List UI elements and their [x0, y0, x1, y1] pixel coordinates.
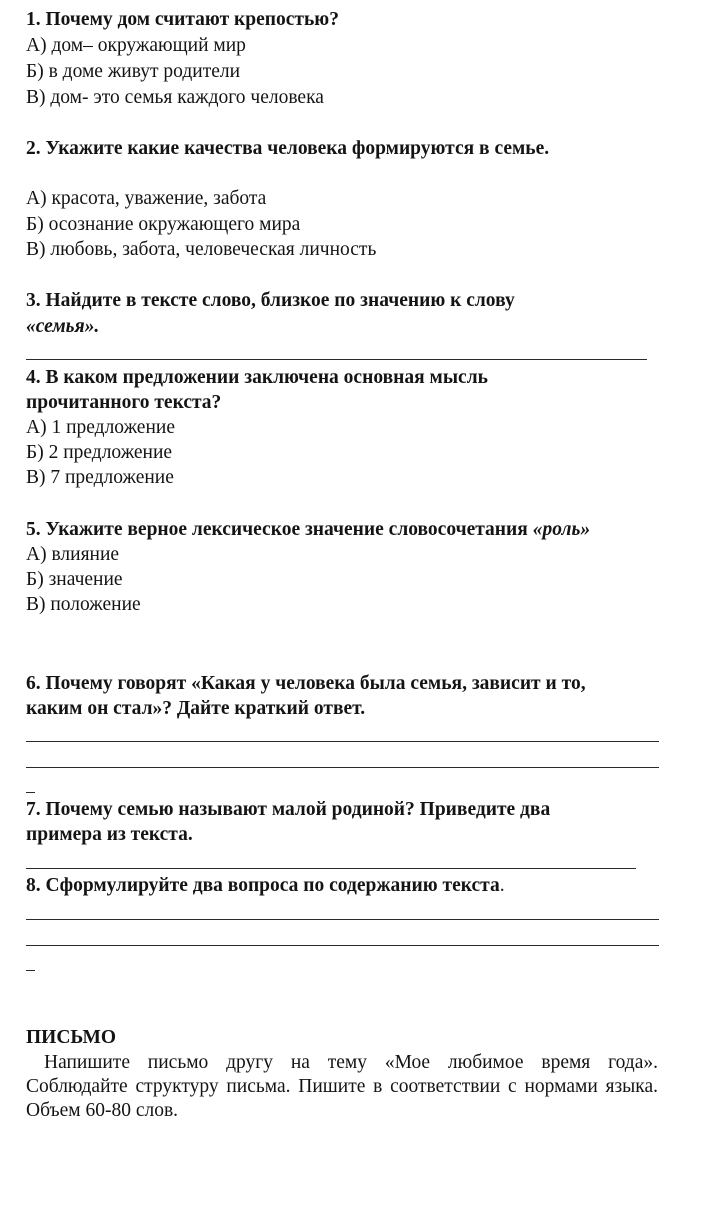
question-8-answer-line-2 — [26, 945, 659, 946]
question-8-title — [26, 874, 505, 898]
question-3-title-line2: «семья». — [26, 316, 100, 337]
question-2-option-c: В) любовь, забота, человеческая личность — [26, 239, 377, 260]
question-4-title-line2: прочитанного текста? — [26, 392, 222, 413]
question-6-answer-line-2 — [26, 767, 659, 768]
question-7-title-line2: примера из текста. — [26, 824, 193, 845]
question-8-answer-dash — [26, 970, 35, 971]
question-5-title-word: «роль» — [532, 519, 591, 540]
question-4-option-b: Б) 2 предложение — [26, 442, 173, 463]
question-3-answer-line — [26, 359, 647, 360]
question-7-title-line1: 7. Почему семью называют малой родиной? Приведите два — [26, 799, 551, 820]
question-3-title-line1: 3. Найдите в тексте слово, близкое по значению к слову — [26, 290, 515, 311]
question-8-title-end: . — [499, 875, 505, 896]
question-2-option-b: Б) осознание окружающего мира — [26, 214, 301, 235]
question-5-title-text: 5. Укажите верное лексическое значение словосочетания — [26, 519, 533, 540]
question-4-title-line1: 4. В каком предложении заключена основная мысль — [26, 367, 488, 388]
question-1-option-c: В) дом- это семья каждого человека — [26, 87, 324, 108]
question-6-title-line2: каким он стал»? Дайте краткий ответ. — [26, 698, 366, 719]
question-5-option-b: Б) значение — [26, 569, 123, 590]
question-5-option-c: В) положение — [26, 594, 141, 615]
question-8-title-text: 8. Сформулируйте два вопроса по содержанию текста — [26, 875, 500, 896]
letter-task-body: Напишите письмо другу на тему «Мое любимое время года». Соблюдайте структуру письма. Пишите в соответствии с нормами языка. Объем 60-80 слов. — [26, 1052, 658, 1121]
letter-heading: ПИСЬМО — [26, 1027, 117, 1048]
question-4-option-a: А) 1 предложение — [26, 417, 175, 438]
question-7-answer-line — [26, 868, 636, 869]
question-1-title: 1. Почему дом считают крепостью? — [26, 9, 339, 30]
question-2-option-a: А) красота, уважение, забота — [26, 188, 267, 209]
letter-task-text — [26, 1051, 658, 1123]
question-5-title — [26, 518, 590, 542]
question-1-option-b: Б) в доме живут родители — [26, 61, 241, 82]
question-2-title: 2. Укажите какие качества человека формируются в семье. — [26, 138, 550, 159]
question-6-title-line1: 6. Почему говорят «Какая у человека была семья, зависит и то, — [26, 673, 586, 694]
question-6-answer-dash — [26, 792, 35, 793]
question-4-option-c: В) 7 предложение — [26, 467, 174, 488]
question-1-option-a: А) дом– окружающий мир — [26, 35, 246, 56]
question-5-option-a: А) влияние — [26, 544, 120, 565]
question-6-answer-line-1 — [26, 741, 659, 742]
question-8-answer-line-1 — [26, 919, 659, 920]
